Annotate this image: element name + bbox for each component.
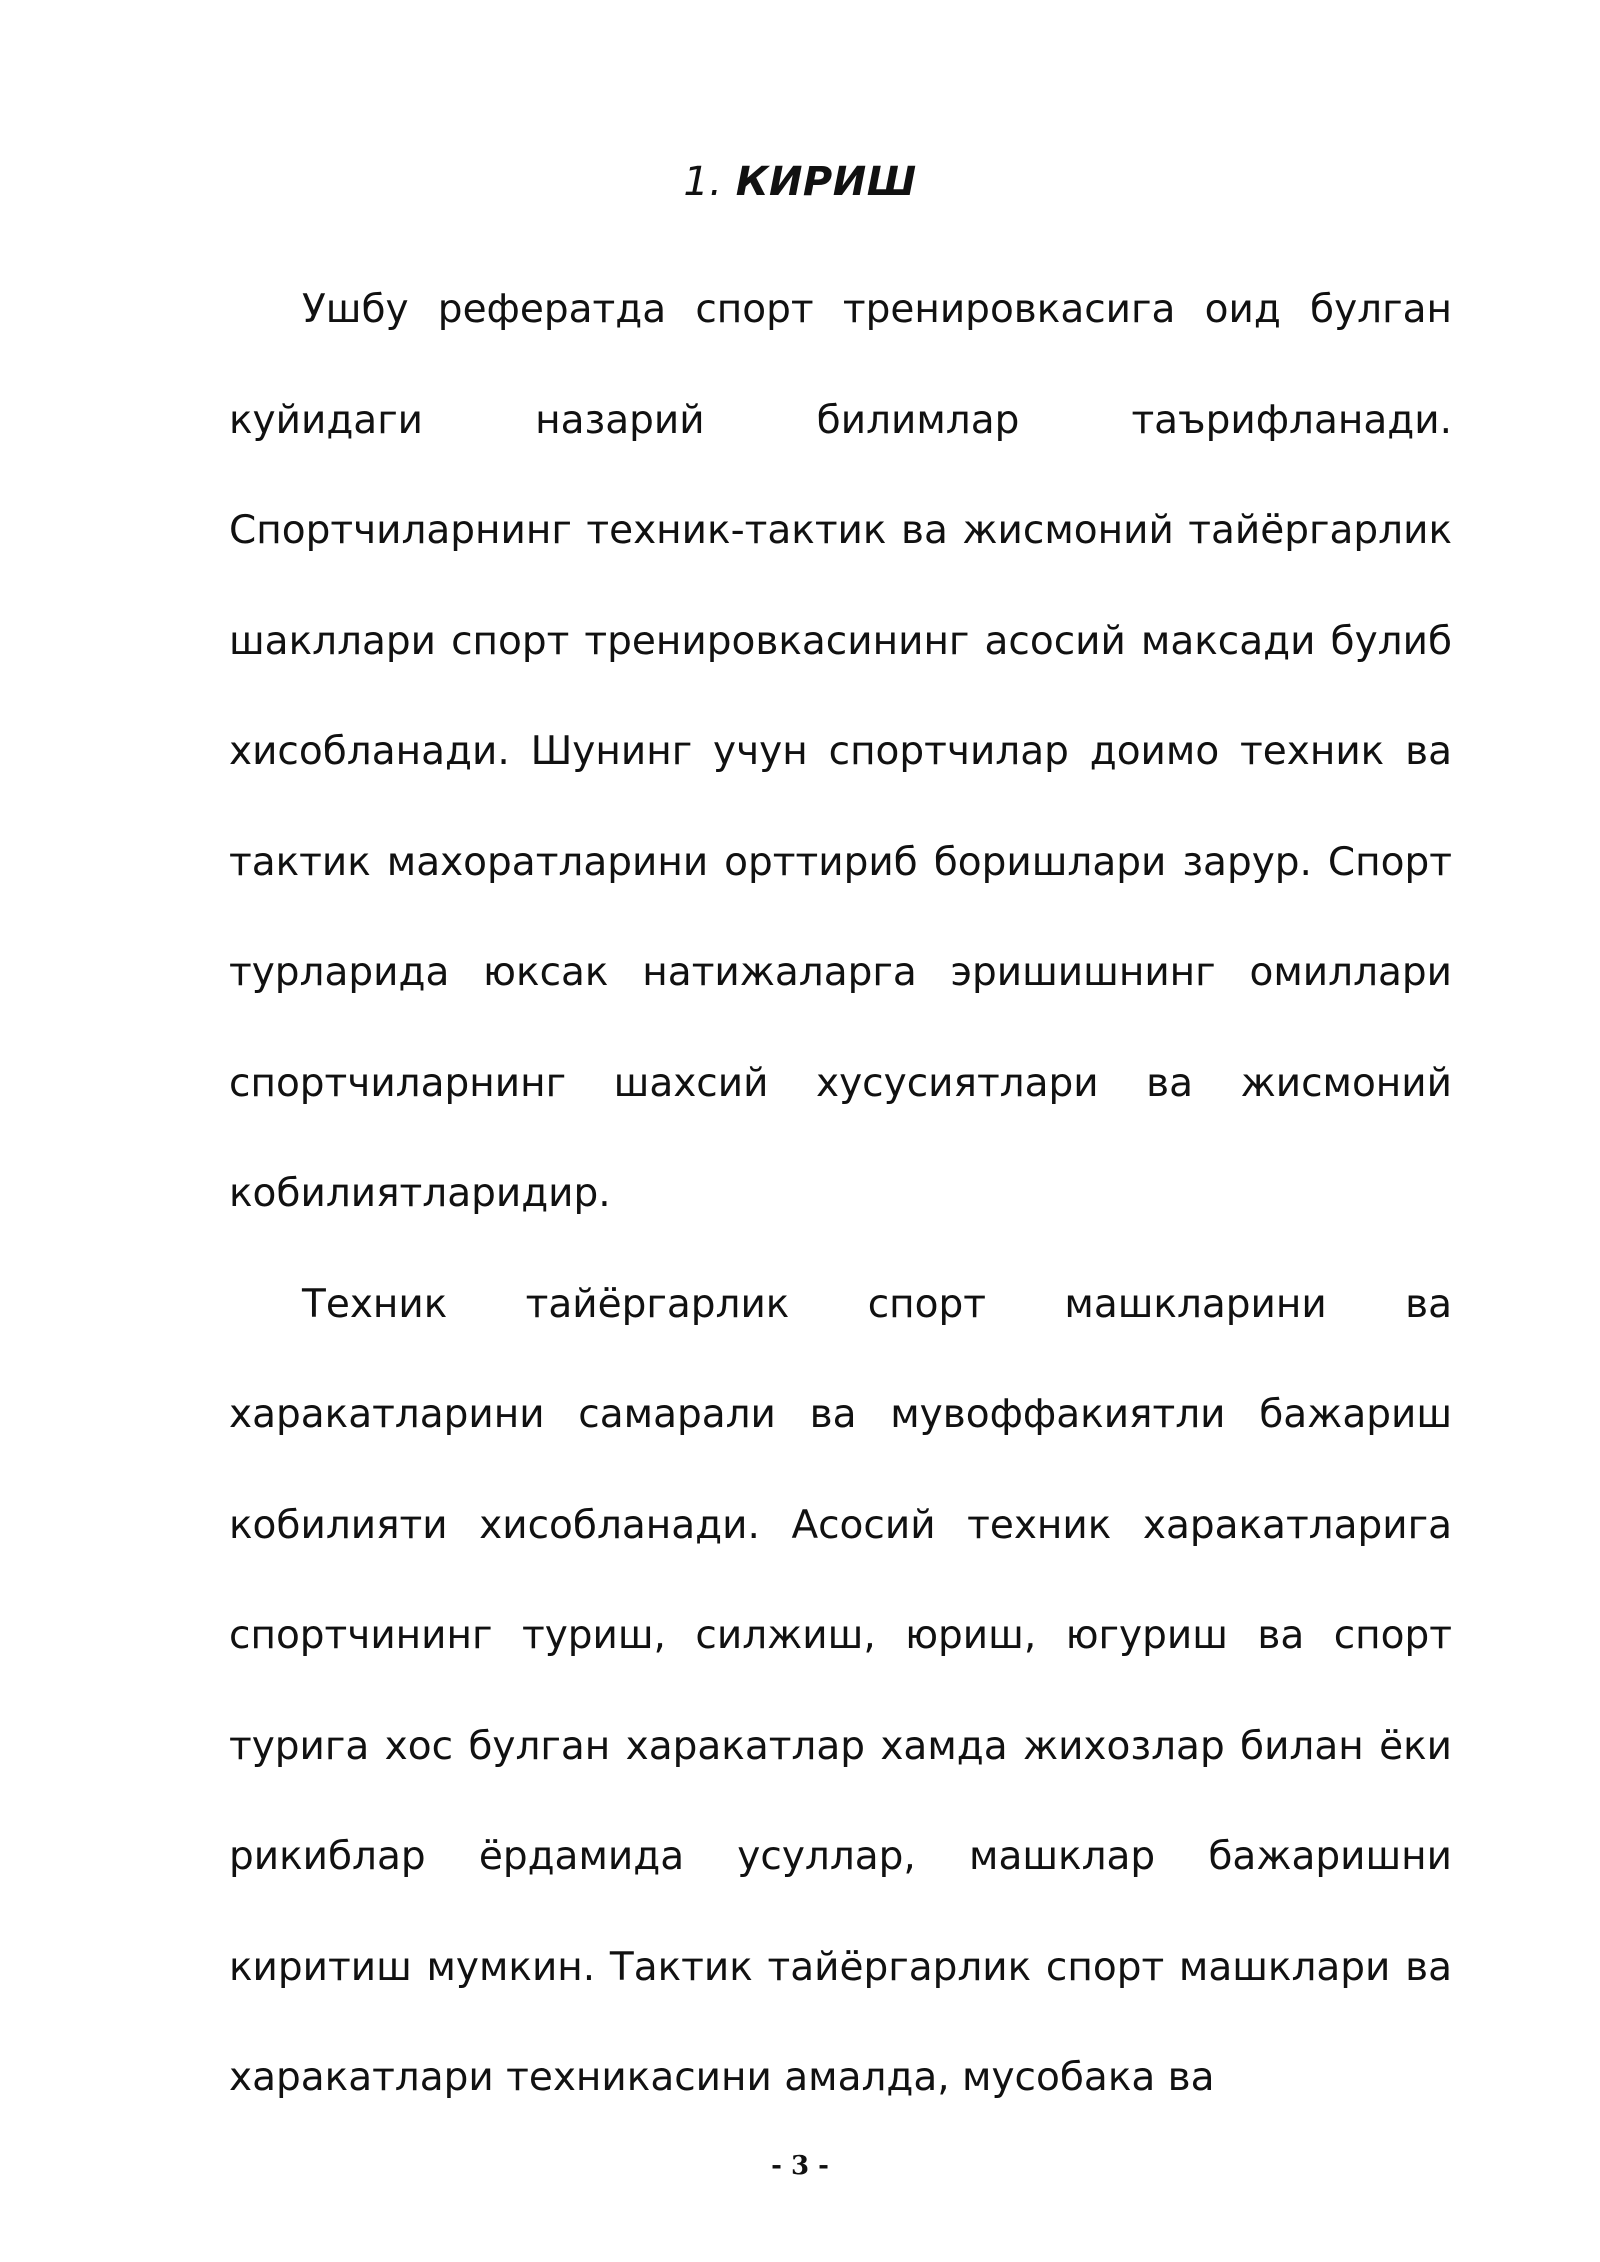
page-number: - 3 - [771, 2151, 829, 2181]
paragraph: Ушбу рефератда спорт тренировкасига оид булган куйидаги назарий билимлар таърифланади. Спортчиларнинг техник-тактик ва жисмоний тайёргарлик шакллари спорт тренировкасининг асосий максади булиб хисобланади. Шунинг учун спортчилар доимо техник ва тактик махоратларини орттириб боришлари зарур. Спорт турларида юксак натижаларга эришишнинг омиллари спортчиларнинг шахсий хусусиятлари ва жисмоний кобилиятларидир. [229, 287, 1452, 1216]
section-title: КИРИШ [735, 159, 917, 205]
paragraph: Техник тайёргарлик спорт машкларини ва харакатларини самарали ва мувоффакиятли бажариш кобилияти хисобланади. Асосий техник харакатларига спортчининг туриш, силжиш, юриш, югуриш ва спорт турига хос булган харакатлар хамда жихозлар билан ёки рикиблар ёрдамида усуллар, машклар бажаришни киритиш мумкин. Тактик тайёргарлик спорт машклари ва харакатлари техникасини амалда, мусобака ва [229, 1281, 1452, 2100]
body-text [229, 255, 1452, 2134]
section-heading [0, 152, 1600, 212]
section-number: 1. [683, 159, 723, 205]
